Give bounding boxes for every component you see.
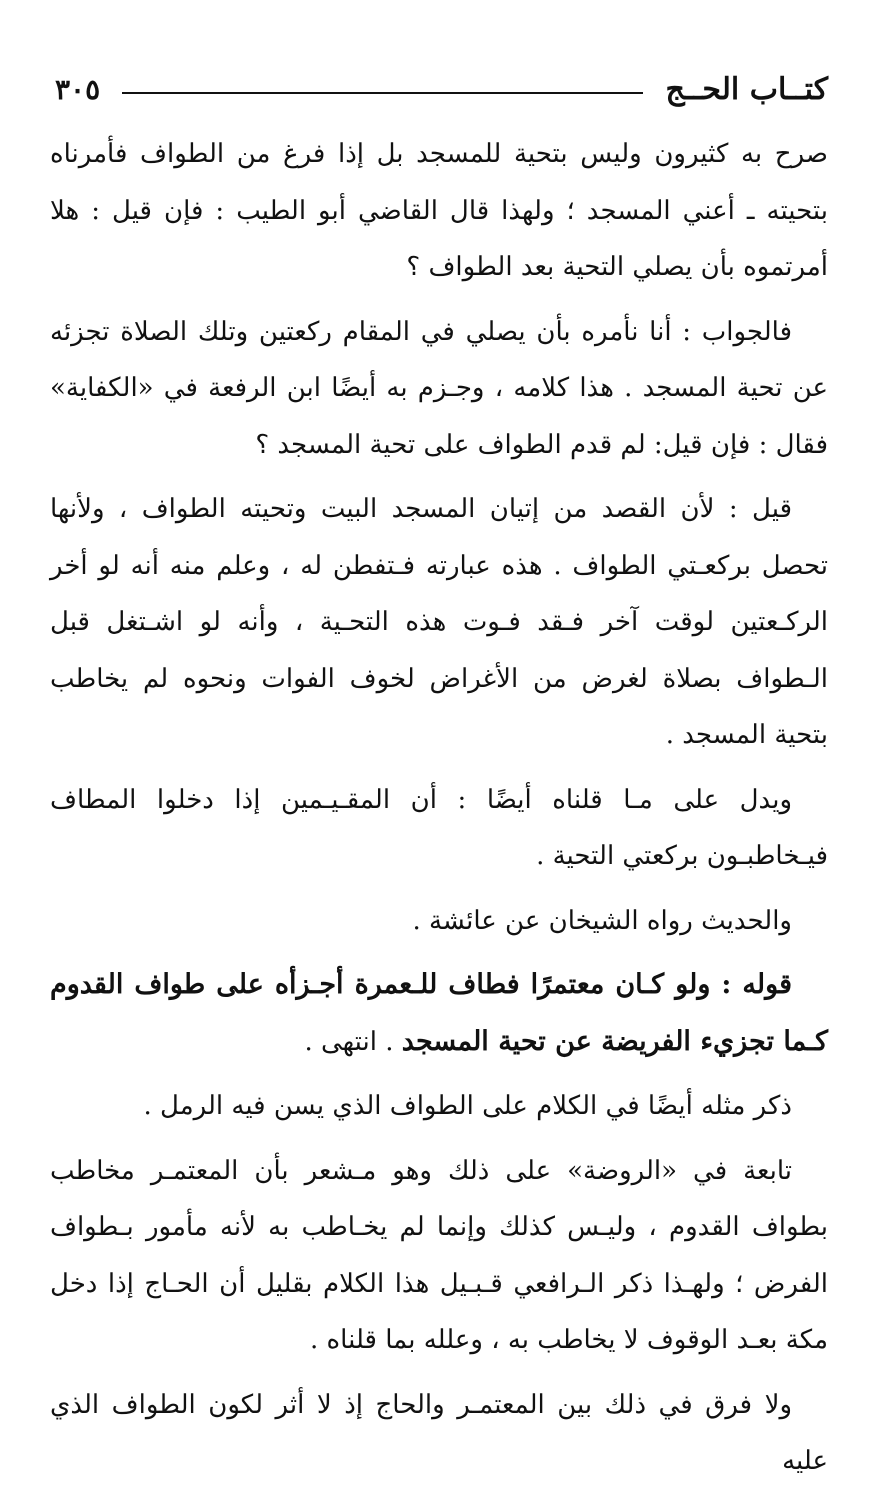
- chapter-title: كتــاب الحــج: [665, 72, 828, 107]
- paragraph-4: ويدل على مـا قلناه أيضًا : أن المقـيـمين إذا دخلوا المطاف فيـخاطبـون بركعتي التحية .: [50, 784, 828, 871]
- paragraph-7: ذكر مثله أيضًا في الكلام على الطواف الذي يسن فيه الرمل .: [143, 1091, 792, 1121]
- quotation-ending: . انتهى .: [304, 1026, 402, 1057]
- quoted-text-bold: قوله : ولو كـان معتمرًا فطاف للـعمرة أجـزأه على طواف القدوم كـما تجزيء الفريضة عن تحية المسجد: [50, 969, 828, 1057]
- paragraph-3: قيل : لأن القصد من إتيان المسجد البيت وتحيته الطواف ، ولأنها تحصل بركعـتي الطواف . هذه عبارته فـتفطن له ، وعلم منه أنه لو أخر الركـعتين لوقت آخر فـقد فـوت هذه التحـية ، وأنه لو اشـتغل قبل الـطواف بصلاة لغرض من الأغراض لخوف الفوات ونحوه لم يخاطب بتحية المسجد .: [50, 494, 828, 750]
- body-text: [50, 126, 828, 1498]
- paragraph-5: والحديث رواه الشيخان عن عائشة .: [412, 905, 792, 936]
- paragraph-9: ولا فرق في ذلك بين المعتمـر والحاج إذ لا أثر لكون الطواف الذي عليه: [50, 1389, 828, 1476]
- header-rule: [122, 92, 643, 94]
- paragraph-6-quotation: [50, 957, 828, 1070]
- paragraph-2: فالجواب : أنا نأمره بأن يصلي في المقام ركعتين وتلك الصلاة تجزئه عن تحية المسجد . هذا كلامه ، وجـزم به أيضًا ابن الرفعة في «الكفاية» فقال : فإن قيل: لم قدم الطواف على تحية المسجد ؟: [50, 316, 828, 460]
- running-header: [55, 68, 828, 112]
- paragraph-8: تابعة في «الروضة» على ذلك وهو مـشعر بأن المعتمـر مخاطب بطواف القدوم ، وليـس كذلك وإنما لم يخـاطب به لأنه مأمور بـطواف الفرض ؛ ولهـذا ذكر الـرافعي قـبـيل هذا الكلام بقليل أن الحـاج إذا دخل مكة بعـد الوقوف لا يخاطب به ، وعلله بما قلناه .: [50, 1155, 828, 1355]
- paragraph-1: صرح به كثيرون وليس بتحية للمسجد بل إذا فرغ من الطواف فأمرناه بتحيته ـ أعني المسجد ؛ ولهذا قال القاضي أبو الطيب : فإن قيل : هلا أمرتموه بأن يصلي التحية بعد الطواف ؟: [50, 139, 828, 282]
- page-number: ٣٠٥: [55, 73, 101, 106]
